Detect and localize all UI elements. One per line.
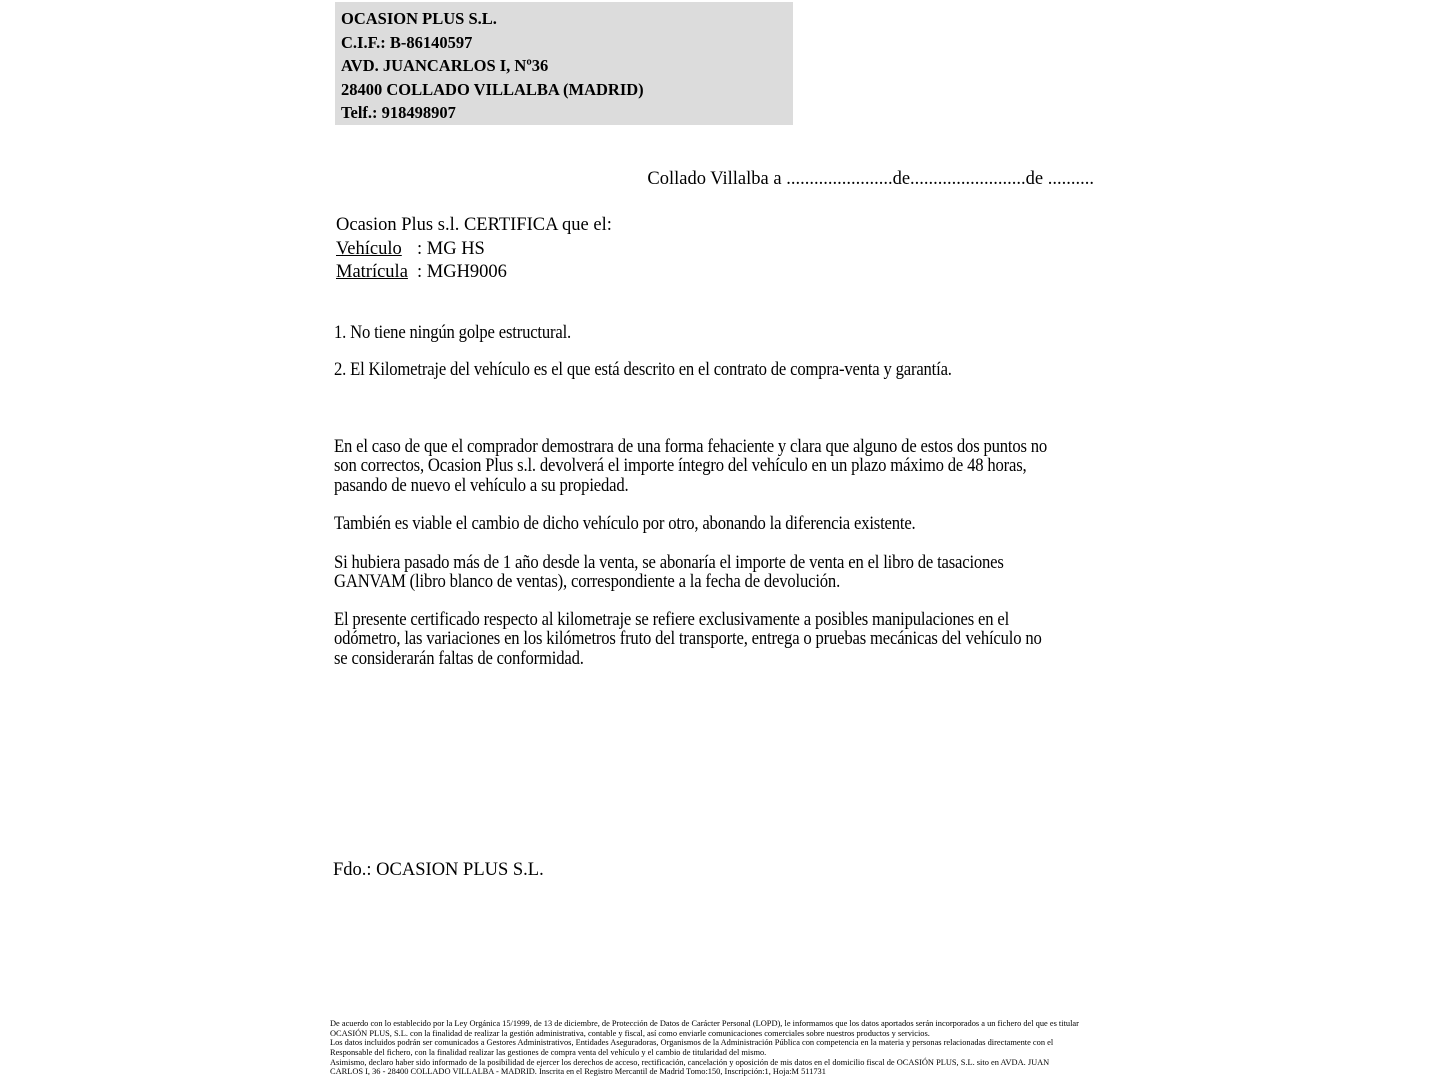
paragraph-line: GANVAM (libro blanco de ventas), correspondiente a la fecha de devolución. bbox=[334, 572, 841, 593]
paragraph-line: se considerarán faltas de conformidad. bbox=[334, 648, 584, 669]
company-cif: C.I.F.: B-86140597 bbox=[341, 32, 473, 52]
legal-fine-print bbox=[330, 1019, 1120, 1077]
plate-label-cell bbox=[336, 261, 417, 285]
certification-block bbox=[336, 214, 612, 285]
paragraph-odometer bbox=[334, 611, 1042, 669]
company-header-box bbox=[335, 2, 793, 125]
vehicle-label-cell bbox=[336, 238, 417, 262]
plate-field bbox=[336, 261, 612, 285]
company-address: AVD. JUANCARLOS I, Nº36 bbox=[341, 56, 549, 76]
point-structural: 1. No tiene ningún golpe estructural. bbox=[334, 323, 572, 343]
plate-label: Matrícula bbox=[336, 262, 408, 283]
paragraph-line: Si hubiera pasado más de 1 año desde la venta, se abonaría el importe de venta en el libro de tasaciones bbox=[334, 553, 1004, 573]
legal-line: De acuerdo con lo establecido por la Ley Orgánica 15/1999, de 13 de diciembre, de Protección de Datos de Carácter Personal (LOPD), le informamos que los datos aportados serán incorporados a un fichero del que es titular bbox=[330, 1019, 1079, 1028]
paragraph-line: odómetro, las variaciones en los kilómetros fruto del transporte, entrega o pruebas mecánicas del vehículo no bbox=[334, 629, 1042, 650]
vehicle-label: Vehículo bbox=[336, 238, 402, 259]
paragraph-line: En el caso de que el comprador demostrara de una forma fehaciente y clara que alguno de estos dos puntos no bbox=[334, 437, 1048, 457]
legal-line: Asimismo, declaro haber sido informado de la posibilidad de ejercer los derechos de acceso, rectificación, cancelación y oposición de mis datos en el domicilio fiscal de OCASIÓN PLUS, S.L. sito en AVDA. JUAN bbox=[330, 1057, 1050, 1067]
legal-line: Los datos incluidos podrán ser comunicados a Gestores Administrativos, Entidades Aseguradoras, Organismos de la Administración Pública con competencia en la materia y personas relacionadas directamente con el bbox=[330, 1038, 1054, 1048]
signature-line: Fdo.: OCASION PLUS S.L. bbox=[333, 860, 544, 880]
company-city: 28400 COLLADO VILLALBA (MADRID) bbox=[341, 79, 644, 99]
legal-line: OCASIÓN PLUS, S.L. con la finalidad de realizar la gestión administrativa, contable y fiscal, así como enviarle comunicaciones comerciales sobre nuestros productos y servicios. bbox=[330, 1028, 930, 1038]
paragraph-line: El presente certificado respecto al kilometraje se refiere exclusivamente a posibles manipulaciones en el bbox=[334, 610, 1010, 630]
date-line: Collado Villalba a .......................de.........................de .......... bbox=[647, 169, 1094, 189]
paragraph-exchange bbox=[334, 515, 916, 534]
paragraph-line: También es viable el cambio de dicho vehículo por otro, abonando la diferencia existente. bbox=[334, 514, 916, 534]
vehicle-value: : MG HS bbox=[417, 238, 485, 259]
paragraph-ganvam bbox=[334, 554, 1004, 593]
certification-intro: Ocasion Plus s.l. CERTIFICA que el: bbox=[336, 215, 612, 235]
legal-line: Responsable del fichero, con la finalidad realizar las gestiones de compra venta del vehículo y el cambio de titularidad del mismo. bbox=[330, 1047, 767, 1057]
plate-value: : MGH9006 bbox=[417, 262, 507, 283]
paragraph-refund bbox=[334, 438, 1047, 496]
paragraph-line: pasando de nuevo el vehículo a su propiedad. bbox=[334, 475, 629, 496]
paragraph-line: son correctos, Ocasion Plus s.l. devolverá el importe íntegro del vehículo en un plazo máximo de 48 horas, bbox=[334, 456, 1027, 477]
vehicle-field bbox=[336, 238, 612, 262]
company-phone: Telf.: 918498907 bbox=[341, 103, 456, 123]
point-mileage: 2. El Kilometraje del vehículo es el que está descrito en el contrato de compra-venta y garantía. bbox=[334, 360, 952, 380]
company-name: OCASION PLUS S.L. bbox=[341, 9, 497, 28]
legal-line: CARLOS I, 36 - 28400 COLLADO VILLALBA - MADRID. Inscrita en el Registro Mercantil de Madrid Tomo:150, Inscripción:1, Hoja:M 511731 bbox=[330, 1067, 826, 1077]
